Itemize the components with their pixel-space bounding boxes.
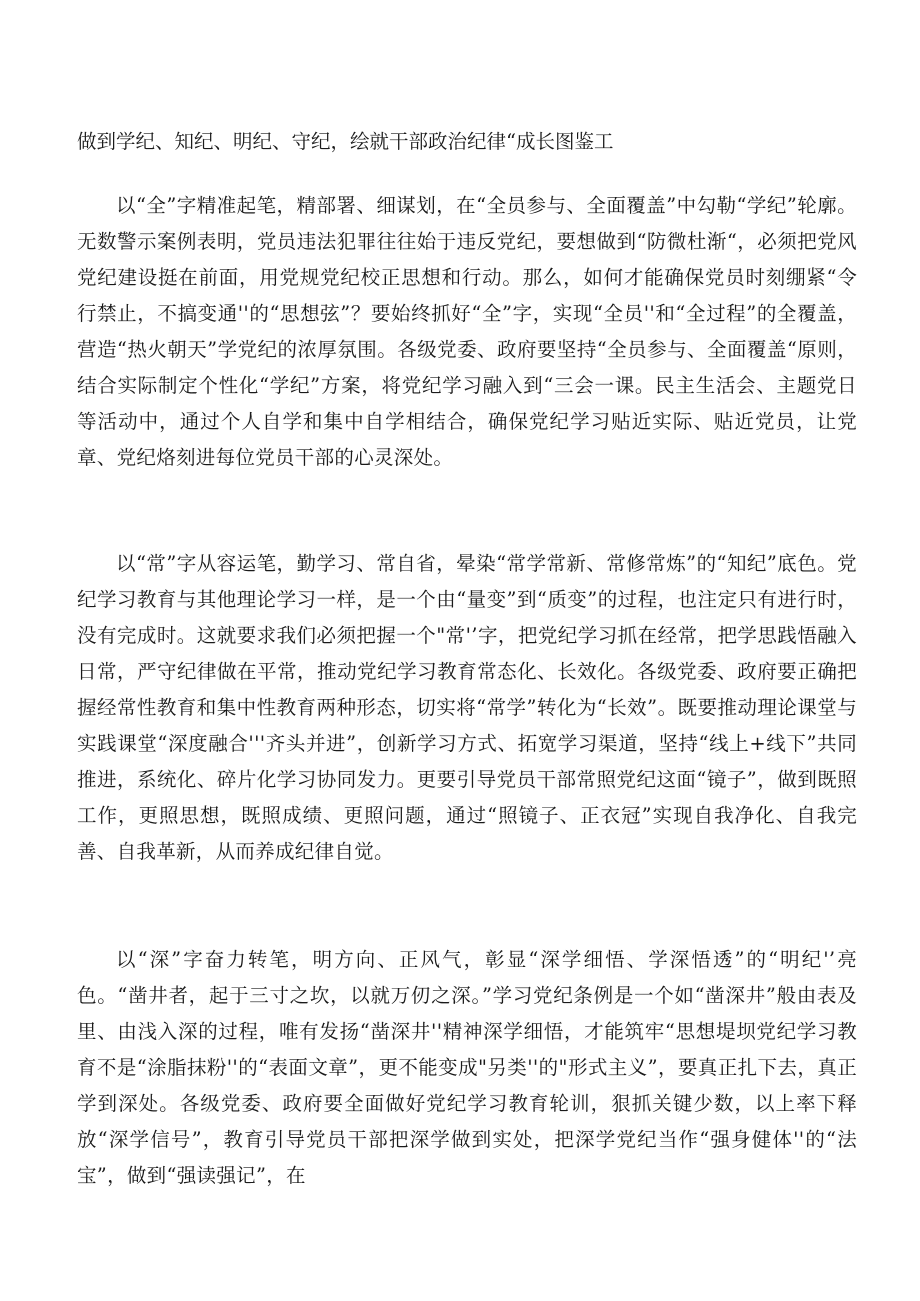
paragraph-chang: 以“常”字从容运笔，勤学习、常自省，晕染“常学常新、常修常炼”的“知纪”底色。党纪学习教育与其他理论学习一样，是一个由“量变”到“质变”的过程，也注定只有进行时，没有完成时。这就要求我们必须把握一个"常'’字，把党纪学习抓在经常，把学思践悟融入日常，严守纪律做在平常，推动党纪学习教育常态化、长效化。各级党委、政府要正确把握经常性教育和集中性教育两种形态，切实将“常学”转化为“长效”。既要推动理论课堂与实践课堂“深度融合'''齐头并进”，创新学习方式、拓宽学习渠道，坚持“线上+线下”共同推进，系统化、碎片化学习协同发力。更要引导党员干部常照党纪这面“镜子”，做到既照工作，更照思想，既照成绩、更照问题，通过“照镜子、正衣冠”实现自我净化、自我完善、自我革新，从而养成纪律自觉。 — [77, 552, 857, 863]
paragraph-quan: 以“全”字精准起笔，精部署、细谋划，在“全员参与、全面覆盖”中勾勒“学纪”轮廓。无数警示案例表明，党员违法犯罪往往始于违反党纪，要想做到“防微杜渐“，必须把党风党纪建设挺在前面，用党规党纪校正思想和行动。那么，如何才能确保党员时刻绷紧“令行禁止，不搞变通''的“思想弦”？要始终抓好“全”字，实现“全员''和“全过程”的全覆盖，营造“热火朝天”学党纪的浓厚氛围。各级党委、政府要坚持“全员参与、全面覆盖“原则，结合实际制定个性化“学纪”方案，将党纪学习融入到“三会一课。民主生活会、主题党日等活动中，通过个人自学和集中自学相结合，确保党纪学习贴近实际、贴近党员，让党章、党纪烙刻进每位党员干部的心灵深处。 — [77, 194, 857, 469]
paragraph-shen: 以“深”字奋力转笔，明方向、正风气，彰显“深学细悟、学深悟透”的“明纪'’亮色。“凿井者，起于三寸之坎，以就万仞之深。”学习党纪条例是一个如“凿深井”般由表及里、由浅入深的过程，唯有发扬“凿深井''精神深学细悟，才能筑牢“思想堤坝党纪学习教育不是“涂脂抹粉''的“表面文章”，更不能变成"另类''的"形式主义”，要真正扎下去，真正学到深处。各级党委、政府要全面做好党纪学习教育轮训，狠抓关键少数，以上率下释放“深学信号”，教育引导党员干部把深学做到实处，把深学党纪当作“强身健体''的“法宝”，做到“强读强记”，在 — [77, 948, 857, 1187]
document-title: 做到学纪、知纪、明纪、守纪，绘就干部政治纪律“成长图鉴工 — [77, 130, 614, 153]
